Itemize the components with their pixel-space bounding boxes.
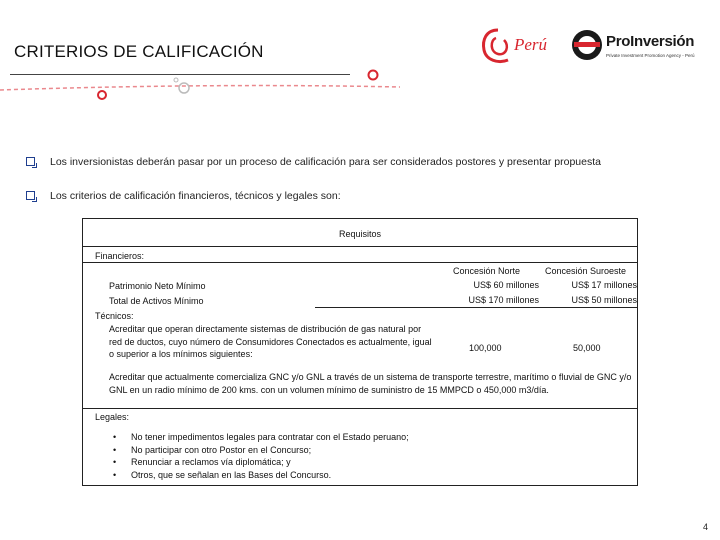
decorative-swoosh <box>0 60 400 110</box>
row-label-net-worth: Patrimonio Neto Mínimo <box>109 281 206 291</box>
peru-logo-text: Perú <box>514 35 548 54</box>
list-item: • No participar con otro Postor en el Concurso; <box>113 444 409 457</box>
table-divider <box>83 408 637 409</box>
peru-brand-logo <box>478 24 558 68</box>
proinversion-emblem-icon <box>570 28 604 62</box>
bullet-text: Los inversionistas deberán pasar por un proceso de calificación para ser considerados postores y presentar propuesta <box>50 156 601 168</box>
table-divider <box>83 246 637 247</box>
cell-southwest-consumers: 50,000 <box>573 343 601 353</box>
cell-north-total-assets: US$ 170 millones <box>468 295 539 305</box>
bullet-text: Los criterios de calificación financieros, técnicos y legales son: <box>50 190 341 202</box>
table-divider <box>83 262 637 263</box>
column-header-north: Concesión Norte <box>453 266 521 276</box>
legal-requirements-list <box>113 431 409 481</box>
checkbox-bullet-icon <box>26 157 35 166</box>
financial-label: Financieros: <box>95 251 145 261</box>
row-label-total-assets: Total de Activos Mínimo <box>109 296 204 306</box>
table-divider <box>315 307 637 308</box>
requirements-table <box>82 218 638 486</box>
cell-north-net-worth: US$ 60 millones <box>473 280 539 290</box>
page-number: 4 <box>702 522 708 532</box>
list-item: • No tener impedimentos legales para contratar con el Estado peruano; <box>113 431 409 444</box>
technical-label: Técnicos: <box>95 311 134 321</box>
list-item: • Renunciar a reclamos vía diplomática; y <box>113 456 409 469</box>
technical-requirement-2: Acreditar que actualmente comercializa GNC y/o GNL a través de un sistema de transporte terrestre, marítimo o fluvial de GNC y/o GNL en un radio mínimo de 200 kms. con un volumen mínimo de suministro de 15 MMPCD o 450,000 m3/día. <box>109 372 632 395</box>
technical-requirement-1: Acreditar que operan directamente sistemas de distribución de gas natural por red de ductos, cuyo número de Consumidores Conectados es actualmente, igual o superior a los mínimos siguientes: <box>109 324 432 359</box>
list-item: • Otros, que se señalan en las Bases del Concurso. <box>113 469 409 482</box>
proinversion-logo-text: ProInversión <box>606 33 695 50</box>
cell-southwest-net-worth: US$ 17 millones <box>571 280 637 290</box>
legal-label: Legales: <box>95 412 130 422</box>
column-header-southwest: Concesión Suroeste <box>545 266 627 276</box>
checkbox-bullet-icon <box>26 191 35 200</box>
proinversion-tagline: Private Investment Promotion Agency - Perú <box>606 53 695 58</box>
slide-title: CRITERIOS DE CALIFICACIÓN <box>14 42 264 61</box>
cell-southwest-total-assets: US$ 50 millones <box>571 295 637 305</box>
table-header: Requisitos <box>338 229 382 239</box>
cell-north-consumers: 100,000 <box>469 343 502 353</box>
